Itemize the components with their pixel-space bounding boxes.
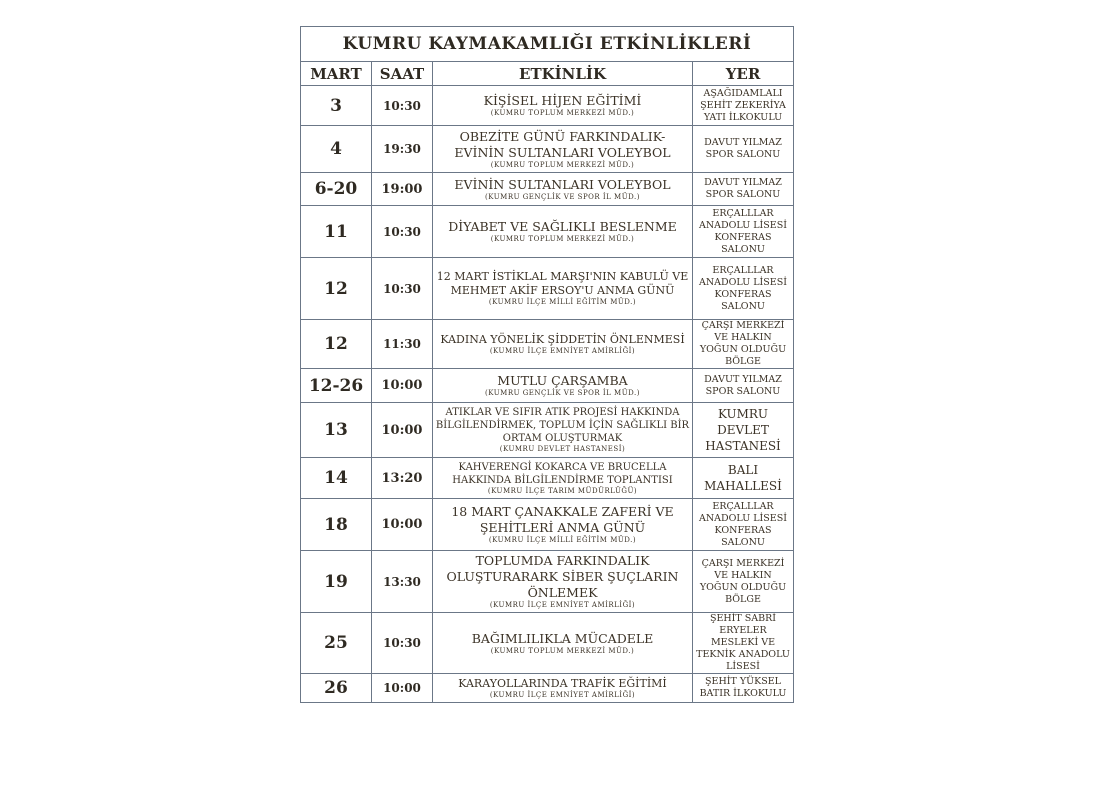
event-cell <box>433 206 693 258</box>
table-row <box>301 126 794 173</box>
time-cell: 13:30 <box>372 551 433 613</box>
header-row <box>301 62 794 86</box>
event-cell <box>433 86 693 126</box>
event-organizer: (KUMRU İLÇE EMNİYET AMİRLİĞİ) <box>489 690 636 699</box>
place-cell: KUMRU DEVLET HASTANESİ <box>693 403 794 458</box>
place-cell: DAVUT YILMAZ SPOR SALONU <box>693 126 794 173</box>
event-cell <box>433 613 693 674</box>
table-row <box>301 551 794 613</box>
event-organizer: (KUMRU DEVLET HASTANESİ) <box>499 445 626 453</box>
table-row <box>301 613 794 674</box>
event-organizer: (KUMRU GENÇLİK VE SPOR İL MÜD.) <box>485 389 640 397</box>
event-cell <box>433 403 693 458</box>
table-row <box>301 173 794 206</box>
day-cell: 18 <box>301 499 372 551</box>
table-row <box>301 369 794 403</box>
day-cell: 4 <box>301 126 372 173</box>
time-cell: 10:00 <box>372 674 433 703</box>
event-cell <box>433 369 693 403</box>
event-organizer: (KUMRU TOPLUM MERKEZİ MÜD.) <box>490 109 635 117</box>
table-row <box>301 320 794 369</box>
place-cell: ŞEHİT YÜKSEL BATIR İLKOKULU <box>693 674 794 703</box>
event-title: 18 MART ÇANAKKALE ZAFERİ VE ŞEHİTLERİ ANMA GÜNÜ <box>451 504 674 535</box>
event-organizer: (KUMRU GENÇLİK VE SPOR İL MÜD.) <box>485 192 640 201</box>
time-cell: 13:20 <box>372 458 433 499</box>
time-cell: 10:30 <box>372 86 433 126</box>
place-cell: ERÇALLLAR ANADOLU LİSESİ KONFERAS SALONU <box>693 499 794 551</box>
event-title: OBEZİTE GÜNÜ FARKINDALIK- EVİNİN SULTANLARI VOLEYBOL <box>454 128 671 160</box>
place-cell: DAVUT YILMAZ SPOR SALONU <box>693 369 794 403</box>
table-row <box>301 674 794 703</box>
event-cell <box>433 126 693 173</box>
place-cell: ÇARŞI MERKEZİ VE HALKIN YOĞUN OLDUĞU BÖLGE <box>693 551 794 613</box>
place-cell: AŞAĞIDAMLALI ŞEHİT ZEKERİYA YATI İLKOKULU <box>693 86 794 126</box>
time-cell: 10:00 <box>372 403 433 458</box>
column-header-place: YER <box>693 62 794 86</box>
table-title: KUMRU KAYMAKAMLIĞI ETKİNLİKLERİ <box>301 27 794 62</box>
column-header-event: ETKİNLİK <box>433 62 693 86</box>
event-cell <box>433 458 693 499</box>
event-organizer: (KUMRU İLÇE EMNİYET AMİRLİĞİ) <box>489 601 636 609</box>
table-row <box>301 206 794 258</box>
day-cell: 19 <box>301 551 372 613</box>
time-cell: 19:00 <box>372 173 433 206</box>
place-cell: BALI MAHALLESİ <box>693 458 794 499</box>
time-cell: 10:00 <box>372 369 433 403</box>
place-cell: ERÇALLLAR ANADOLU LİSESİ KONFERAS SALONU <box>693 206 794 258</box>
event-title: DİYABET VE SAĞLIKLI BESLENME <box>448 219 677 234</box>
event-title: KADINA YÖNELİK ŞİDDETİN ÖNLENMESİ <box>440 332 685 346</box>
place-cell: ŞEHİT SABRİ ERYELER MESLEKİ VE TEKNİK ANADOLU LİSESİ <box>693 613 794 674</box>
column-header-day: MART <box>301 62 372 86</box>
event-organizer: (KUMRU İLÇE MİLLİ EĞİTİM MÜD.) <box>488 536 637 544</box>
event-title: 12 MART İSTİKLAL MARŞI'NIN KABULÜ VE MEHMET AKİF ERSOY'U ANMA GÜNÜ <box>436 270 689 297</box>
event-cell <box>433 173 693 206</box>
event-title: KARAYOLLARINDA TRAFİK EĞİTİMİ <box>458 676 667 690</box>
day-cell: 14 <box>301 458 372 499</box>
time-cell: 11:30 <box>372 320 433 369</box>
table-row <box>301 499 794 551</box>
event-title: EVİNİN SULTANLARI VOLEYBOL <box>454 176 671 192</box>
table-row <box>301 86 794 126</box>
event-organizer: (KUMRU İLÇE EMNİYET AMİRLİĞİ) <box>489 346 636 355</box>
day-cell: 12 <box>301 320 372 369</box>
day-cell: 11 <box>301 206 372 258</box>
table-row <box>301 458 794 499</box>
event-title: BAĞIMLILIKLA MÜCADELE <box>471 630 654 646</box>
event-cell <box>433 551 693 613</box>
event-cell <box>433 320 693 369</box>
event-title: ATIKLAR VE SIFIR ATIK PROJESİ HAKKINDA BİLGİLENDİRMEK, TOPLUM İÇİN SAĞLIKLI BİR ORTAM OLUŞTURMAK <box>435 407 690 444</box>
event-title: TOPLUMDA FARKINDALIK OLUŞTURARARK SİBER ŞUÇLARIN ÖNLEMEK <box>446 553 679 600</box>
events-table <box>300 26 794 703</box>
event-organizer: (KUMRU TOPLUM MERKEZİ MÜD.) <box>490 646 635 655</box>
day-cell: 3 <box>301 86 372 126</box>
time-cell: 10:30 <box>372 258 433 320</box>
column-header-time: SAAT <box>372 62 433 86</box>
table-row <box>301 403 794 458</box>
table-row <box>301 258 794 320</box>
time-cell: 10:00 <box>372 499 433 551</box>
event-cell <box>433 674 693 703</box>
day-cell: 26 <box>301 674 372 703</box>
day-cell: 25 <box>301 613 372 674</box>
event-organizer: (KUMRU TOPLUM MERKEZİ MÜD.) <box>490 160 635 169</box>
place-cell: DAVUT YILMAZ SPOR SALONU <box>693 173 794 206</box>
event-cell <box>433 499 693 551</box>
place-cell: ERÇALLLAR ANADOLU LİSESİ KONFERAS SALONU <box>693 258 794 320</box>
day-cell: 12-26 <box>301 369 372 403</box>
day-cell: 13 <box>301 403 372 458</box>
time-cell: 10:30 <box>372 613 433 674</box>
event-title: KAHVERENGİ KOKARCA VE BRUCELLA HAKKINDA BİLGİLENDİRME TOPLANTISI <box>452 461 673 486</box>
title-row <box>301 27 794 62</box>
day-cell: 6-20 <box>301 173 372 206</box>
time-cell: 10:30 <box>372 206 433 258</box>
day-cell: 12 <box>301 258 372 320</box>
time-cell: 19:30 <box>372 126 433 173</box>
event-organizer: (KUMRU TOPLUM MERKEZİ MÜD.) <box>490 235 635 243</box>
event-organizer: (KUMRU İLÇE MİLLİ EĞİTİM MÜD.) <box>488 298 637 306</box>
place-cell: ÇARŞI MERKEZİ VE HALKIN YOĞUN OLDUĞU BÖLGE <box>693 320 794 369</box>
event-organizer: (KUMRU İLÇE TARIM MÜDÜRLÜĞÜ) <box>487 486 638 495</box>
event-title: MUTLU ÇARŞAMBA <box>497 373 628 388</box>
event-title: KİŞİSEL HİJEN EĞİTİMİ <box>483 93 642 108</box>
event-cell <box>433 258 693 320</box>
